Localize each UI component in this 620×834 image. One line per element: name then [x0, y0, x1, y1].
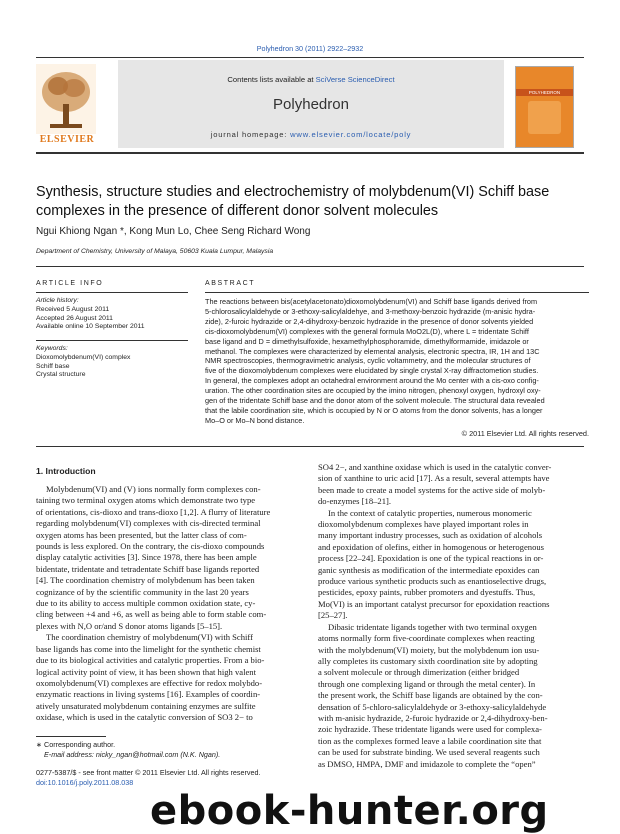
intro-line: oxygen atoms has been presented, but the latter class of com- [36, 529, 247, 540]
intro-line: pounds is less explored. On the contrary, the cis-dioxo compounds [36, 541, 265, 552]
publication-info [36, 768, 336, 787]
intro-line: and epoxidation of olefins, either in homogenous or heterogenous [318, 541, 545, 552]
abstract-rule [205, 292, 589, 293]
keyword-item: Dioxomolybdenum(VI) complex [36, 353, 131, 361]
intro-line: of orientations, cis-dioxo and trans-dioxo [1,2]. A flurry of literature [36, 506, 271, 517]
keywords-rule [36, 340, 188, 341]
keywords-label: Keywords: [36, 345, 68, 352]
watermark-text: ebook-hunter.org [150, 788, 549, 834]
affiliation: Department of Chemistry, University of Malaya, 50603 Kuala Lumpur, Malaysia [36, 248, 274, 255]
intro-line: zoic hydrazide. These tridentate ligands were used for complexa- [318, 724, 542, 735]
abstract-line: methanol. The complexes were characterized by elemental analysis, electronic spectra, IR, 1H and 13C [205, 346, 540, 356]
journal-reference[interactable]: Polyhedron 30 (2011) 2922–2932 [256, 44, 364, 53]
intro-line: tion as the complexes formed leave a labile coordination site that [318, 735, 542, 746]
intro-line: due to its ability to access multiple common oxidation state, cy- [36, 598, 256, 609]
corresponding-author-note: ∗ Corresponding author. [36, 740, 116, 749]
intro-line: can be used for substrate binding. We used several reagents such [318, 747, 540, 758]
accepted-date: Accepted 26 August 2011 [36, 314, 113, 322]
abstract-bottom-rule [36, 446, 584, 447]
abstract-heading: ABSTRACT [205, 280, 256, 287]
intro-line: regarding molybdenum(VI) complexes with cis-directed terminal [36, 518, 261, 529]
intro-line: produce various synthetic products such as enantioselective drugs, [318, 576, 547, 587]
intro-line: The coordination chemistry of molybdenum(VI) with Schiff [46, 632, 254, 643]
intro-line: oxomolybdenum(VI) complexes are effective for redox molybdo- [36, 677, 263, 688]
abstract-line: cis-dioxomolybdenum(VI) complexes with the general formula MoO2L(D), where L = tridentate Schiff [205, 326, 529, 336]
intro-line: dioxomolybdenum complexes have played important roles in [318, 519, 529, 530]
intro-line: with the molybdenum(VI) moiety, but the molybdenum ion usu- [318, 644, 540, 655]
intro-line: [25–27]. [318, 610, 348, 621]
intro-line: Dibasic tridentate ligands together with two terminal oxygen [328, 621, 537, 632]
copyright-notice: © 2011 Elsevier Ltd. All rights reserved. [461, 429, 589, 438]
intro-line: a solvent molecule or through dimerization (either bridged [318, 667, 520, 678]
intro-line: process [22–24]. Epoxidation is one of the typical reactions in or- [318, 553, 544, 564]
publisher-name: ELSEVIER [39, 134, 95, 145]
elsevier-tree-logo-icon [36, 64, 96, 134]
intro-line: been made to create a model systems for the active side of molyb- [318, 484, 546, 495]
doi-link[interactable]: doi:10.1016/j.poly.2011.08.038 [36, 777, 134, 787]
header-bottom-rule [36, 152, 584, 154]
article-info-heading: ARTICLE INFO [36, 280, 104, 287]
contents-line [118, 75, 504, 84]
abstract-line: 5-chlorosalicylaldehyde or 3-ethoxy-salicylaldehye, and 3-methoxy-benzoic hydrazide (m-anisic hydra- [205, 306, 536, 316]
journal-cover-image [515, 66, 574, 148]
received-date: Received 5 August 2011 [36, 305, 110, 313]
affiliation-rule [36, 266, 584, 267]
keyword-item: Schiff base [36, 362, 70, 370]
intro-line: ganic synthesis as modification of the intermediate epoxides can [318, 564, 540, 575]
history-label: Article history: [36, 297, 79, 304]
keywords-block [36, 345, 196, 380]
intro-line: the present work, the Schiff base ligands are obtained by the con- [318, 690, 543, 701]
journal-title: Polyhedron [273, 96, 349, 113]
intro-line: display catalytic activities [3]. Since 1978, there has been ample [36, 552, 257, 563]
intro-line: due to its biological activities and catalytic properties. From a bio- [36, 655, 265, 666]
issn-line: 0277-5387/$ - see front matter © 2011 Elsevier Ltd. All rights reserved. [36, 768, 261, 777]
abstract-line: uration. The other coordination sites are occupied by the imino nitrogen, phenoxyl oxygen, hydroxyl oxy- [205, 386, 541, 396]
intro-left-column [36, 484, 300, 724]
intro-line: many important industry processes, such as oxidation of alcohols [318, 530, 543, 541]
cover-title: POLYHEDRON [528, 90, 561, 95]
intro-line: base ligands has come into the limelight for the synthetic chemist [36, 643, 261, 654]
article-title: Synthesis, structure studies and electrochemistry of molybdenum(VI) Schiff base complexes in the presence of different donor solvent molecules [36, 184, 550, 219]
intro-line: taining two terminal oxygen atoms which demonstrate two type [36, 495, 256, 506]
abstract-line: The reactions between bis(acetylacetonato)dioxomolybdenum(VI) and Schiff base ligands derived from [205, 297, 538, 306]
article-history [36, 297, 196, 332]
intro-line: Molybdenum(VI) and (V) ions normally form complexes con- [46, 484, 261, 494]
abstract-line: Mo–O or Mo–N bond distance. [205, 415, 305, 425]
top-rule [36, 57, 584, 58]
cover-graphic [528, 101, 561, 134]
intro-line: sion of xanthine to uric acid [17]. As a result, several attempts have [318, 473, 550, 484]
intro-line: densation of 5-chloro-salicylaldehyde or 3-ethoxy-salicylaldehyde [318, 701, 547, 712]
intro-line: plexes with N,O or/and S donor atoms ligands [5–15]. [36, 620, 223, 631]
intro-line: through one complexing ligand or through the metal center). In [318, 678, 536, 689]
section-heading-introduction: 1. Introduction [36, 466, 96, 476]
abstract-line: In general, the complexes adopt an octahedral environment around the Mo center with a cis-oxo config- [205, 376, 539, 386]
intro-line: as DMSO, HMPA, DMF and imidazole to complete the “open” [318, 758, 536, 769]
intro-line: ally completes its customary sixth coordination site by adopting [318, 655, 538, 666]
online-date: Available online 10 September 2011 [36, 323, 145, 331]
intro-line: Mo(VI) is an important catalyst precursor for epoxidation reactions [318, 598, 550, 609]
abstract-line: NMR spectroscopies, thermogravimetric analysis, cyclic voltammetry, and the molecular structures of [205, 356, 531, 366]
intro-line: [4]. The coordination chemistry of molybdenum has been taken [36, 575, 255, 586]
intro-line: bidentate, tridentate and tetradentate Schiff base ligands reported [36, 563, 260, 574]
footnote-block [36, 740, 298, 759]
abstract-line: gen of the tridentate Schiff base and the donor atom of the solvent molecule. The structural data revealed [205, 396, 545, 406]
intro-line: cling between +4 and +6, as well as being able to form stable com- [36, 609, 267, 620]
email-note[interactable]: E-mail address: nicky_ngan@hotmail.com (N.K. Ngan). [44, 749, 221, 759]
journal-homepage [118, 130, 504, 139]
abstract-line: base ligand and D = dimethylsulfoxide, hexamethylphosphoramide, dimethylformamide, imidazole or [205, 336, 529, 346]
intro-line: enzymatic reactions in living systems [16]. Examples of coordin- [36, 689, 261, 700]
intro-line: pesticides, epoxy paints, rubber promoters and dyestuffs. Thus, [318, 587, 536, 598]
intro-line: atively unsaturated molybdenum containing enzymes are sulfite [36, 700, 256, 711]
homepage-link[interactable]: www.elsevier.com/locate/poly [290, 130, 412, 139]
intro-line: with m-anisic hydrazide, 2-furoic hydrazide or 2,4-dihydroxy-ben- [318, 712, 548, 723]
intro-right-column [318, 462, 586, 770]
abstract-line: that the labile coordination site, which is occupied by N or O atoms from the donor solvents, has a longer [205, 405, 543, 415]
abstract-line: five of the dioxomolybdenum complexes were elucidated by single crystal X-ray diffractometion studies. [205, 366, 539, 376]
abstract-text [205, 297, 589, 426]
contents-prefix: Contents lists available at [227, 75, 316, 84]
intro-line: cognizance of by the scientific community in the last 20 years [36, 586, 249, 597]
intro-line: logical activity point of view, it has been shown that high valent [36, 666, 256, 677]
abstract-line: zide), 2-furoic hydrazide or 2,4-dihydroxy-benzoic hydrazide in the presence of donor solvents yielded [205, 316, 534, 326]
footnote-rule [36, 736, 106, 737]
intro-line: oxidase, which is used in the catalytic conversion of SO3 2− to [36, 712, 253, 723]
intro-line: atoms normally form five-coordinate complexes when reacting [318, 633, 535, 644]
info-rule [36, 292, 188, 293]
author-list: Ngui Khiong Ngan *, Kong Mun Lo, Chee Seng Richard Wong [36, 226, 311, 237]
homepage-prefix: journal homepage: [210, 130, 291, 139]
intro-line: SO4 2−, and xanthine oxidase which is used in the catalytic conver- [318, 462, 552, 472]
intro-line: In the context of catalytic properties, numerous monomeric [328, 507, 532, 518]
keyword-item: Crystal structure [36, 371, 86, 379]
sciencedirect-link[interactable]: SciVerse ScienceDirect [315, 75, 395, 84]
intro-line: do-enzymes [18–21]. [318, 496, 392, 507]
